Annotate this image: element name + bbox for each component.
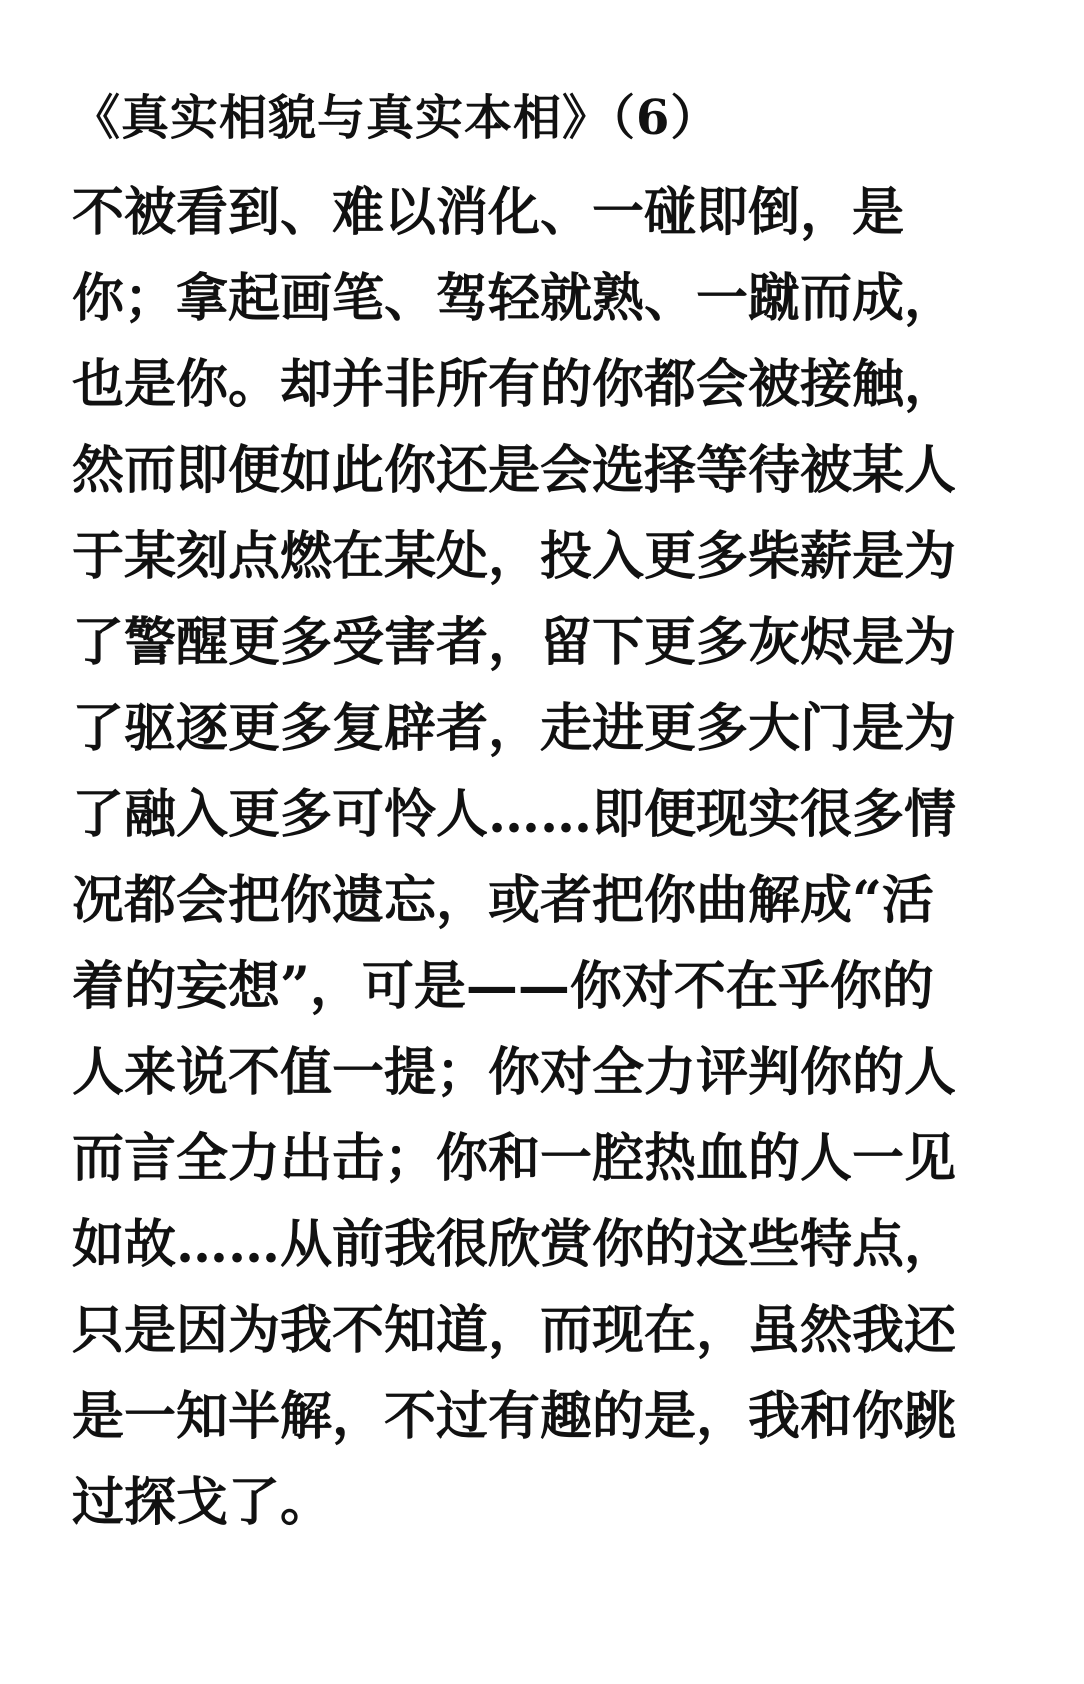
- body-line-16: 过探戈了。: [72, 1472, 333, 1533]
- body-line-15: 是一知半解，不过有趣的是，我和你跳: [72, 1386, 957, 1447]
- body-line-14: 只是因为我不知道，而现在，虽然我还: [72, 1300, 957, 1361]
- document-body: [72, 170, 1012, 1546]
- body-line-11: 人来说不值一提；你对全力评判你的人: [72, 1042, 957, 1103]
- body-line-9: 况都会把你遗忘，或者把你曲解成“活: [72, 870, 934, 931]
- body-line-8: 了融入更多可怜人……即便现实很多情: [72, 784, 957, 845]
- body-line-2: 你；拿起画笔、驾轻就熟、一蹴而成，: [72, 268, 957, 329]
- body-line-12: 而言全力出击；你和一腔热血的人一见: [72, 1128, 957, 1189]
- document-title: 《真实相貌与真实本相》（6）: [72, 90, 720, 146]
- body-line-6: 了警醒更多受害者，留下更多灰烬是为: [72, 612, 957, 673]
- body-line-7: 了驱逐更多复辟者，走进更多大门是为: [72, 698, 957, 759]
- body-line-13: 如故……从前我很欣赏你的这些特点，: [72, 1214, 957, 1275]
- body-line-10: 着的妄想”，可是——你对不在乎你的: [72, 956, 934, 1017]
- body-line-4: 然而即便如此你还是会选择等待被某人: [72, 440, 957, 501]
- body-line-3: 也是你。却并非所有的你都会被接触，: [72, 354, 957, 415]
- body-line-1: 不被看到、难以消化、一碰即倒，是: [72, 182, 905, 243]
- body-line-5: 于某刻点燃在某处，投入更多柴薪是为: [72, 526, 957, 587]
